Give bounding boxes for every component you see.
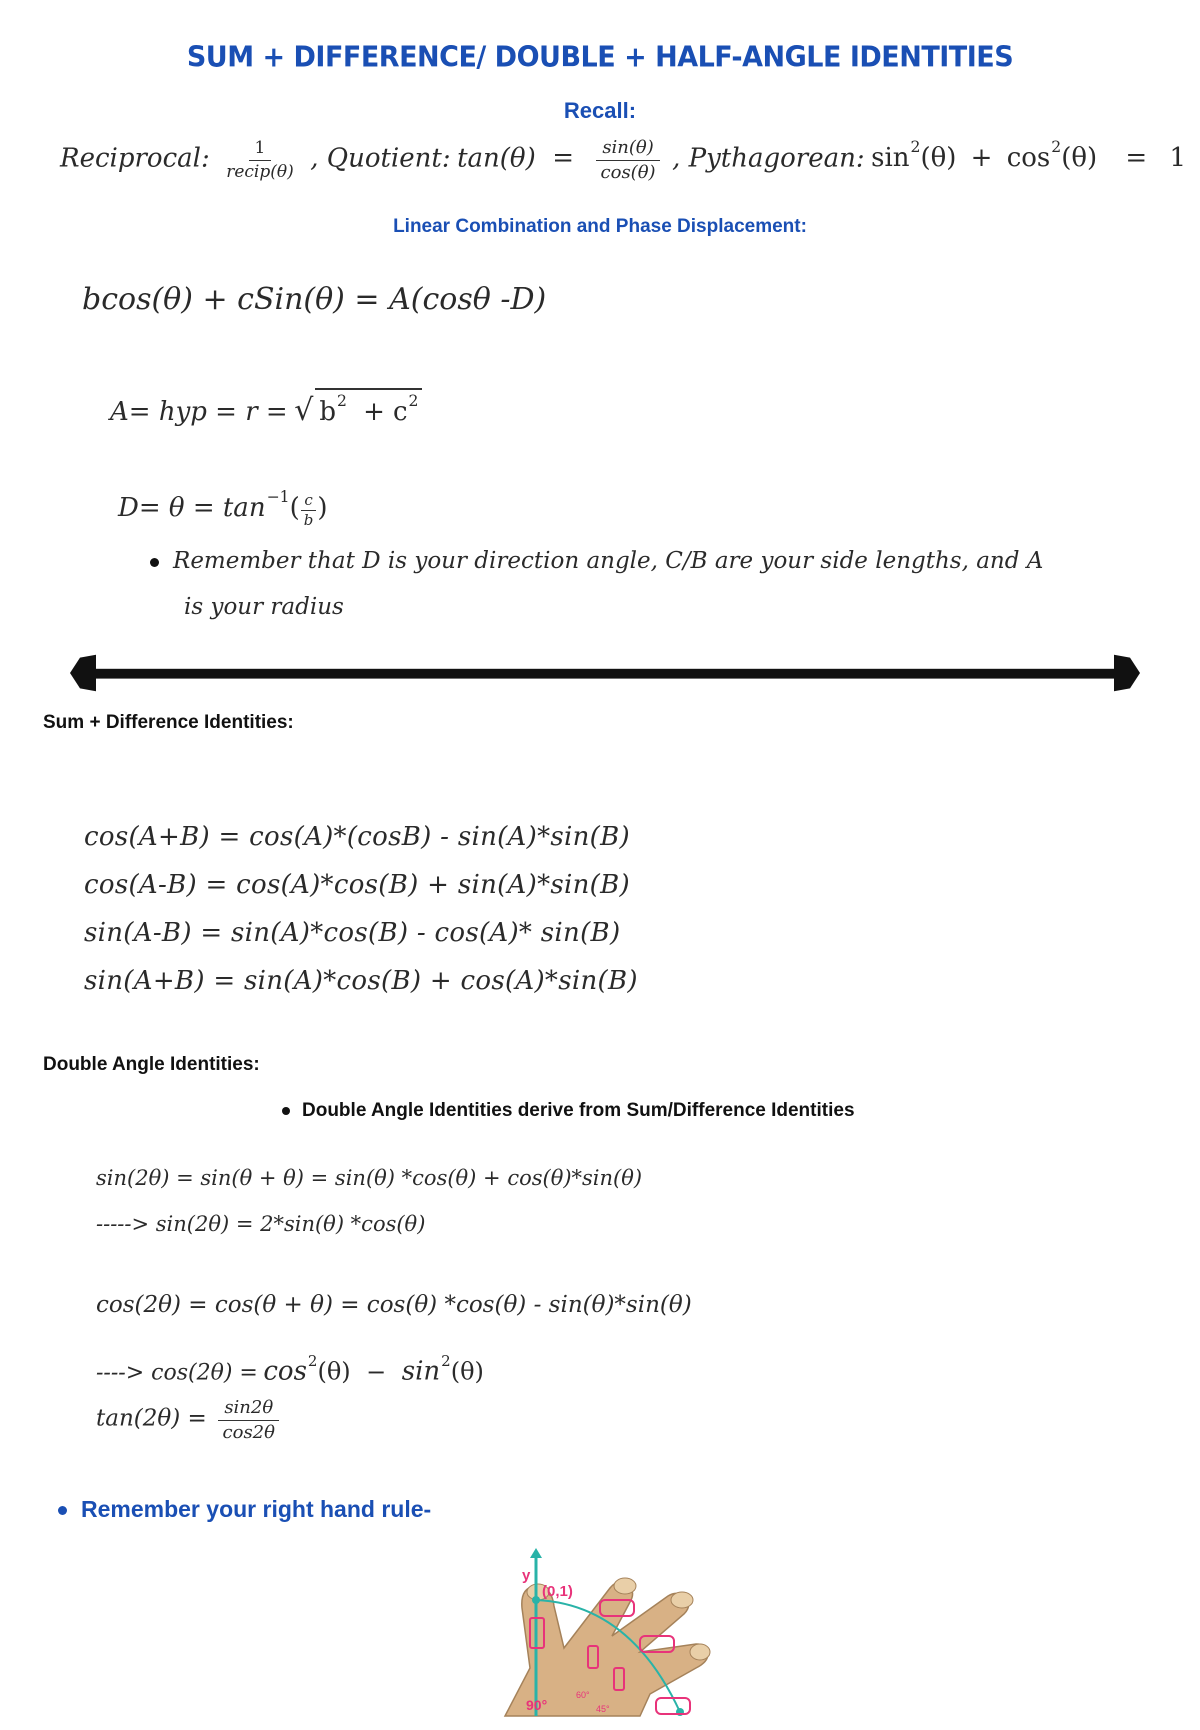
fingernail	[690, 1644, 710, 1660]
identity-cos-diff: cos(A-B) = cos(A)*cos(B) + sin(A)*sin(B)	[84, 870, 630, 900]
y-axis-arrow-icon	[530, 1548, 542, 1558]
b-term: b	[319, 397, 336, 428]
quotient-denominator: cos(θ)	[600, 161, 656, 183]
exponent: 2	[910, 138, 921, 157]
reciprocal-fraction	[220, 139, 300, 181]
exponent: 2	[1051, 138, 1062, 157]
angle-45-label: 45°	[596, 1704, 610, 1714]
plus-sign: +	[970, 143, 993, 174]
reciprocal-denominator: recip(θ)	[226, 161, 294, 182]
phase-numerator: c	[301, 492, 315, 511]
theta-arg: (θ)	[317, 1357, 351, 1386]
pythagorean-label: , Pythagorean:	[672, 143, 865, 174]
minus-sign: −	[366, 1357, 387, 1386]
theta-arg: (θ)	[920, 143, 957, 174]
equals-sign: =	[1125, 143, 1148, 174]
sum-difference-heading: Sum + Difference Identities:	[43, 712, 294, 733]
point-label-top: (0,1)	[542, 1583, 573, 1600]
sin-term: sin	[401, 1356, 441, 1387]
sin-double-result: -----> sin(2θ) = 2*sin(θ) *cos(θ)	[96, 1212, 426, 1236]
quotient-fraction	[595, 138, 662, 183]
cos-term: cos	[263, 1356, 307, 1387]
page-title: SUM + DIFFERENCE/ DOUBLE + HALF-ANGLE IDENTITIES	[186, 41, 1014, 74]
tan-numerator: sin2θ	[218, 1398, 279, 1421]
sqrt-symbol: √	[294, 393, 314, 429]
cos-double-expand: cos(2θ) = cos(θ + θ) = cos(θ) *cos(θ) - sin(θ)*sin(θ)	[96, 1292, 692, 1318]
plus-sign: +	[363, 397, 385, 428]
bullet-dot	[150, 558, 159, 567]
reciprocal-numerator: 1	[249, 139, 272, 161]
phase-fraction	[301, 492, 317, 528]
exponent: 2	[336, 392, 347, 410]
phase-denominator: b	[303, 510, 314, 529]
c-term: c	[392, 397, 408, 428]
inverse-exponent: −1	[266, 488, 290, 506]
cos-term: cos	[1006, 143, 1051, 174]
recall-label: Recall:	[563, 98, 637, 123]
phase-note	[150, 548, 1050, 574]
double-angle-heading: Double Angle Identities:	[43, 1054, 260, 1075]
equals-sign: =	[552, 143, 575, 174]
quotient-lhs: tan(θ)	[457, 143, 536, 174]
phase-prefix: D= θ = tan	[118, 493, 266, 524]
angle-90-label: 90°	[526, 1697, 548, 1713]
double-angle-bullet-text: Double Angle Identities derive from Sum/Difference Identities	[302, 1100, 855, 1121]
identity-sin-sum: sin(A+B) = sin(A)*cos(B) + cos(A)*sin(B)	[84, 966, 638, 996]
tan-denominator: cos2θ	[222, 1421, 275, 1443]
right-hand-illustration	[500, 1548, 740, 1720]
recall-identities	[60, 137, 1187, 183]
fingernail	[671, 1592, 693, 1608]
bullet-dot	[282, 1107, 290, 1115]
point-marker	[532, 1596, 540, 1604]
phase-formula: $D= \theta = \tan^{-1}$( $\frac{c}{b}$ )	[118, 488, 328, 529]
cos-double-result	[96, 1352, 484, 1387]
amplitude-prefix: A= hyp = r =	[110, 397, 288, 428]
right-hand-rule-text: Remember your right hand rule-	[81, 1496, 432, 1522]
sin-double-expand: sin(2θ) = sin(θ + θ) = sin(θ) *cos(θ) + cos(θ)*sin(θ)	[96, 1166, 643, 1190]
quotient-numerator: sin(θ)	[596, 138, 659, 161]
amplitude-formula	[110, 388, 422, 428]
section-divider	[70, 652, 1140, 694]
angle-60-label: 60°	[576, 1690, 590, 1700]
exponent: 2	[441, 1352, 451, 1370]
linear-combination-formula: bcos(θ) + cSin(θ) = A(cosθ -D)	[82, 282, 547, 317]
sqrt-radicand	[315, 388, 422, 427]
linear-combination-heading: Linear Combination and Phase Displacement:	[393, 216, 807, 237]
sin-term: sin	[871, 143, 910, 174]
reciprocal-label: Reciprocal:	[60, 143, 210, 174]
theta-arg: (θ)	[1061, 143, 1098, 174]
right-hand-rule-bullet	[58, 1496, 431, 1523]
exponent: 2	[408, 392, 419, 410]
tan-double-formula	[96, 1398, 285, 1443]
y-axis-label: y	[522, 1567, 531, 1584]
identity-sin-diff: sin(A-B) = sin(A)*cos(B) - cos(A)* sin(B)	[84, 918, 621, 948]
cos-result-prefix: ----> cos(2θ) =	[96, 1360, 258, 1386]
fingernail	[614, 1578, 636, 1594]
theta-arg: (θ)	[450, 1357, 484, 1386]
pythagorean-identity	[871, 138, 1187, 174]
exponent: 2	[307, 1352, 318, 1370]
tan-fraction	[217, 1398, 281, 1443]
quotient-label: , Quotient:	[310, 143, 451, 174]
bullet-dot	[58, 1506, 67, 1515]
one: 1	[1169, 143, 1187, 174]
double-angle-bullet	[282, 1100, 855, 1122]
phase-note-line-1: Remember that D is your direction angle, C/B are your side lengths, and A	[173, 548, 1044, 574]
phase-note-line-2: is your radius	[184, 594, 344, 620]
tan-prefix: tan(2θ) =	[96, 1405, 207, 1432]
identity-cos-sum: cos(A+B) = cos(A)*(cosB) - sin(A)*sin(B)	[84, 822, 630, 852]
